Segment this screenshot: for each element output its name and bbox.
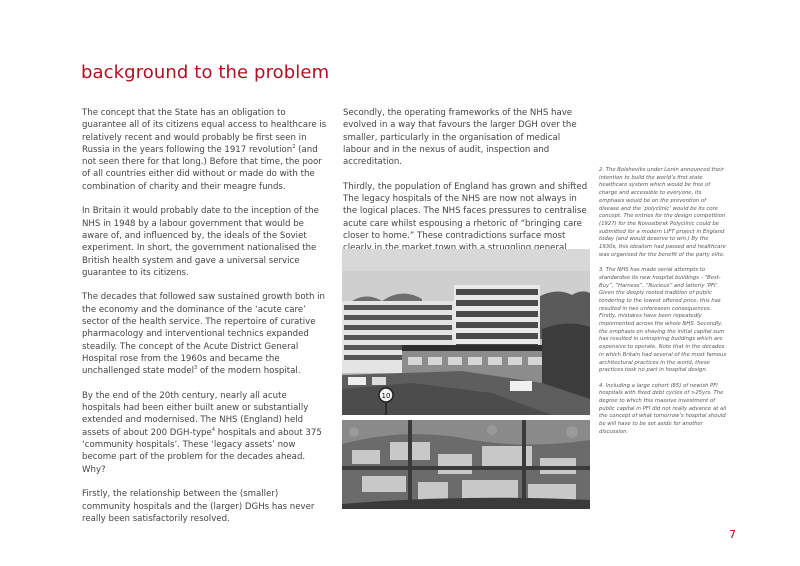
hospital-photo <box>342 249 590 415</box>
footnote-ref-2: 2 <box>292 144 296 151</box>
footnotes <box>599 167 727 444</box>
paragraph-7: Thirdly, the population of England has grown and shifted The legacy hospitals of the NHS are now not always in the logical places. The NHS faces pressures to centralise acute care whilst espousing a rhetoric of “bringing care closer to home.” These contradictions surface most <box>343 181 588 241</box>
paragraph-2: In Britain it would probably date to the inception of the NHS in 1948 by a labour government that would be aware of, and influenced by, the ideals of the Soviet experiment. In short, the government nationalised the British health system and gave a universal service guarantee to its citizens. <box>82 206 319 278</box>
page-number: 7 <box>729 528 736 541</box>
body-column-left <box>82 107 328 537</box>
hospital-photo-drawing <box>342 249 590 415</box>
paragraph-4: By the end of the 20th century, nearly all acute hospitals had been either built anew or substantially extended and modernised. The NHS (England) held assets of about 200 DGH-type$^4$ hospitals and about 375 ‘community hospitals’. These ‘legacy assets’ now become part of the problem for the decades ahead. Why? <box>82 390 322 475</box>
footnote-ref-3: 3 <box>194 365 198 372</box>
footnote-2: 2. The Bolsheviks under Lenin announced their intention to build the world’s first state healthcare system which would be free of charge and accessible to everyone, its emphasis would be on the prevention of disease and the ‘polyclinic’ would be its core concept. The entries for the design competition (1927) for the Novosibirsk Polyclinic could be submitted for a modern LIFT project in England today (and would deserve to win.) By the 1930s, this idealism had passed and healthcare was organised for the benefit of the party elite. <box>599 167 726 258</box>
footnote-ref-4: 4 <box>211 426 215 433</box>
footnote-4: 4. Including a large cohort (85) of newish PFI hospitals with fixed debt cycles of >25yrs. The degree to which this massive investment of public capital in PFI did not really advance at all the concept of what tomorrow’s hospital should be will have to be set aside for another discussion. <box>599 382 727 435</box>
paragraph-1: The concept that the State has an obligation to guarantee all of its citizens equal access to healthcare is relatively recent and would probably be first seen in Russia in the years following the 1917 revolution$^2$ (and not seen there for that long.) Before that time, the poor of all countries either did without or made do with the combination of charity and their meagre funds. <box>82 108 327 192</box>
paragraph-3: The decades that followed saw sustained growth both in the economy and the dominance of the ‘acute care’ sector of the health service. The repertoire of curative pharmacology and interventional technics expanded steadily. The concept of the Acute District General Hospital rose from the 1960s and became the unchallenged state model$^3$ of the modern hospital. <box>82 292 325 377</box>
aerial-photo-drawing <box>342 420 590 509</box>
page-title: background to the problem <box>81 62 330 83</box>
aerial-photo <box>342 420 590 509</box>
paragraph-6: Secondly, the operating frameworks of the NHS have evolved in a way that favours the larger DGH over the smaller, particularly in the organisation of medical labour and in the nexus of audit, inspection and accreditation. <box>343 108 577 168</box>
footnote-3: 3. The NHS has made serial attempts to standardise its new hospital buildings - “Best-Buy”, “Harness”, “Nucleus” and latterly ‘PFI’. Given the deeply rooted tradition of public tendering to the lowest offered price, this has resulted in two unforeseen consequences. Firstly, mistakes have been repeatedly implemented across the whole NHS. Secondly, the emphasis on shaving the initial capital sum has resulted in uninspiring buildings which are expensive to operate. Note that in the decades in which Britain had several of the most famous architectural practices in the world, these practices took no part in hospital design. <box>599 267 727 374</box>
speed-sign-label: 10 <box>381 392 391 400</box>
paragraph-5: Firstly, the relationship between the (smaller) community hospitals and the (larger) DGHs has never really been satisfactorily resolved. <box>82 489 315 524</box>
